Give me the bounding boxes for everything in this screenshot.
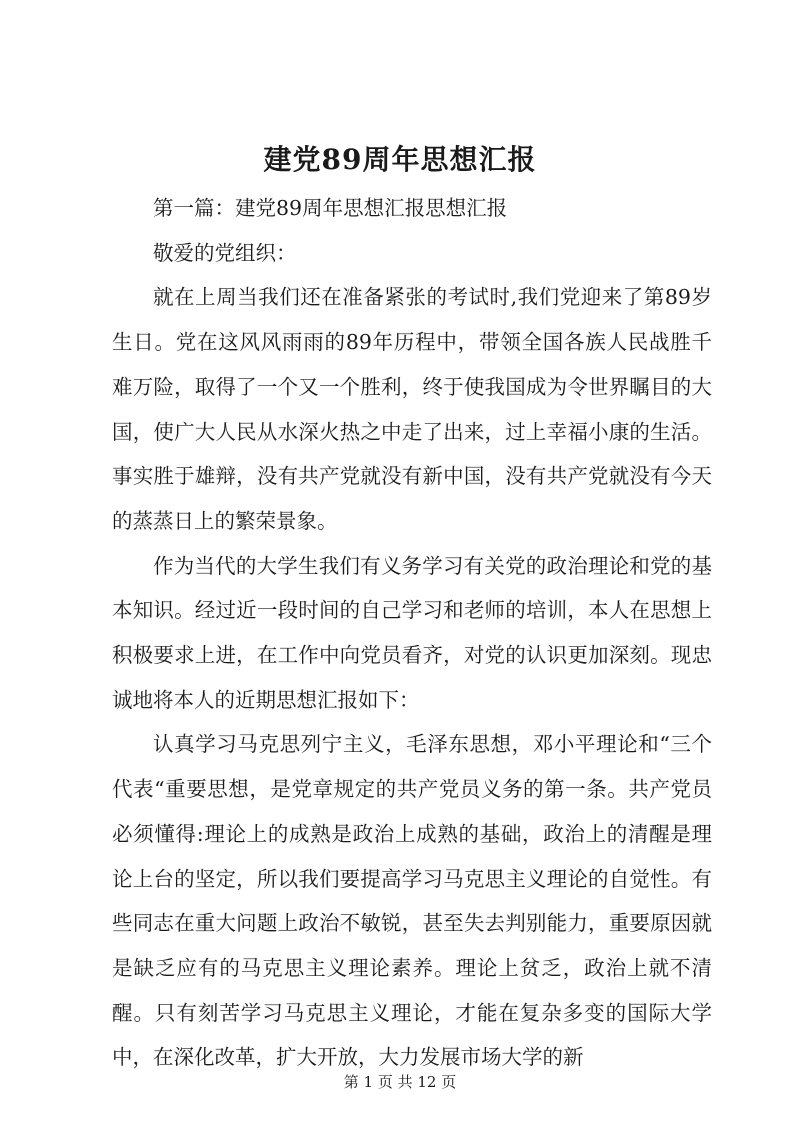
paragraph-body: 就在上周当我们还在准备紧张的考试时,我们党迎来了第89岁生日。党在这风风雨雨的89年历程中，带领全国各族人民战胜千难万险，取得了一个又一个胜利，终于使我国成为令世界瞩目的大国，使广大人民从水深火热之中走了出来，过上幸福小康的生活。事实胜于雄辩，没有共产党就没有新中国，没有共产党就没有今天的蒸蒸日上的繁荣景象。: [112, 285, 712, 533]
paragraph-body: 作为当代的大学生我们有义务学习有关党的政治理论和党的基本知识。经过近一段时间的自己学习和老师的培训，本人在思想上积极要求上进，在工作中向党员看齐，对党的认识更加深刻。现忠诚地将本人的近期思想汇报如下：: [112, 553, 712, 712]
paragraph-section-heading: 第一篇：建党89周年思想汇报思想汇报: [153, 196, 508, 220]
paragraph-salutation: 敬爱的党组织：: [153, 240, 297, 265]
document-title: 建党89周年思想汇报: [263, 143, 537, 176]
page-number-footer: 第 1 页 共 12 页: [343, 1073, 457, 1091]
document-body: [112, 186, 712, 1080]
paragraph-body: 认真学习马克思列宁主义，毛泽东思想，邓小平理论和“三个代表“重要思想，是党章规定的共产党员义务的第一条。共产党员必须懂得:理论上的成熟是政治上成熟的基础，政治上的清醒是理论上台的坚定，所以我们要提高学习马克思主义理论的自觉性。有些同志在重大问题上政治不敏锐，甚至失去判别能力，重要原因就是缺乏应有的马克思主义理论素养。理论上贫乏，政治上就不清醒。只有刻苦学习马克思主义理论，才能在复杂多变的国际大学中，在深化改革，扩大开放，大力发展市场大学的新: [112, 732, 712, 1070]
